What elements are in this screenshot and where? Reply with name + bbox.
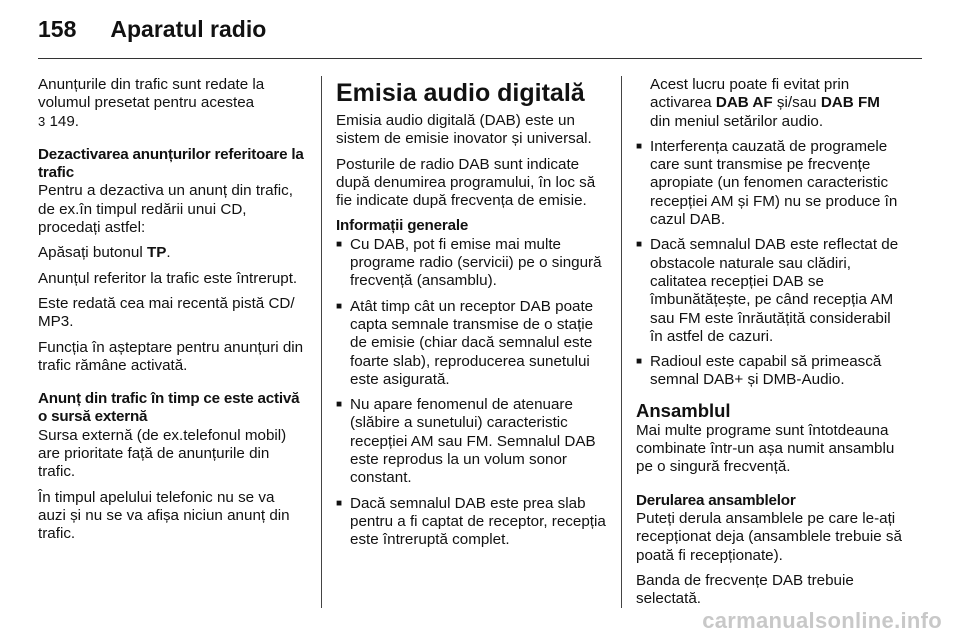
paragraph-interrupted: Anunțul referitor la trafic este întrerupt.	[38, 269, 298, 287]
list-item: ■ Interferența cauzată de programele care sunt transmise pe frecvențe apropiate (un fenomen caracteristic recepției AM și FM) nu se produce în cazul DAB.	[636, 137, 898, 229]
watermark: carmanualsonline.info	[702, 608, 942, 633]
paragraph-deactivate: Pentru a dezactiva un anunț din trafic, de ex.în timpul redării unui CD, procedați astfel:	[38, 182, 293, 237]
bullet-icon: ■	[336, 238, 343, 250]
page-ref-link[interactable]: 149.	[49, 112, 80, 130]
column-divider-1	[321, 76, 322, 608]
paragraph-dab-intro: Emisia audio digitală (DAB) este un sistem de emisie inovator și universal.	[336, 112, 592, 148]
paragraph-ensemble: Mai multe programe sunt întotdeauna combinate într-un așa numit ansamblu pe o singură frecvență.	[636, 421, 895, 476]
dab-af-label: DAB AF	[715, 94, 773, 112]
paragraph-external-priority: Sursa externă (de ex.telefonul mobil) are prioritate față de anunțurile din trafic.	[38, 426, 287, 481]
bullet-icon: ■	[636, 140, 643, 152]
list-item: ■ Dacă semnalul DAB este prea slab pentru a fi captat de receptor, recepția este întreruptă complet.	[336, 494, 606, 549]
column-3	[636, 76, 904, 615]
bullet-icon: ■	[336, 399, 343, 411]
list-item: ■ Nu apare fenomenul de atenuare (slăbire a sunetului) caracteristic recepției AM sau FM. Semnalul DAB este reprodus la un volum sonor constant.	[336, 396, 596, 487]
section-heading-ensemble: Ansamblul	[636, 399, 731, 421]
page-header	[38, 16, 266, 48]
paragraph-band-select: Banda de frecvențe DAB trebuie selectată.	[636, 571, 854, 608]
subheading-general-info: Informații generale	[336, 217, 469, 235]
tp-button-label: TP	[146, 244, 167, 262]
paragraph-dab-af: Acest lucru poate fi evitat prin activarea DAB AF și/sau DAB FM din meniul setărilor audio.	[650, 76, 880, 130]
subheading-deactivate: Dezactivarea anunțurilor referitoare la trafic	[38, 145, 304, 182]
bullet-icon: ■	[636, 356, 643, 368]
paragraph-recent-track: Este redată cea mai recentă pistă CD/ MP3.	[38, 294, 295, 331]
list-item: ■ Atât timp cât un receptor DAB poate capta semnale transmise de o stație de emisie (chiar dacă semnalul este foarte slab), reproducerea sunetului este asigurată.	[336, 297, 594, 388]
page-number: 158	[38, 16, 77, 42]
column-2	[336, 80, 608, 557]
subheading-scroll-ensembles: Derularea ansamblelor	[636, 491, 796, 509]
section-heading-dab: Emisia audio digitală	[336, 79, 585, 107]
list-item: ■ Radioul este capabil să primească semnal DAB+ și DMB-Audio.	[636, 353, 882, 389]
page-ref-arrow-icon: 3	[38, 113, 46, 129]
paragraph-volume: Anunțurile din trafic sunt redate la volumul presetat pentru acestea 3 149.	[38, 76, 265, 130]
header-divider	[38, 58, 922, 59]
page-title: Aparatul radio	[110, 16, 267, 42]
list-item: ■ Dacă semnalul DAB este reflectat de obstacole naturale sau clădiri, calitatea recepției DAB se îmbunătățește, pe când recepția AM sau FM este înrăutățită considerabil în astfel de cazuri.	[636, 236, 899, 345]
paragraph-press-tp: Apăsați butonul TP.	[38, 244, 171, 262]
bullet-icon: ■	[336, 300, 343, 312]
bullet-icon: ■	[336, 497, 343, 509]
subheading-external-source: Anunț din trafic în timp ce este activă o sursă externă	[38, 390, 300, 426]
paragraph-standby: Funcția în așteptare pentru anunțuri din trafic rămâne activată.	[38, 338, 304, 374]
paragraph-scroll-ensembles: Puteți derula ansamblele pe care le-ați recepționat deja (ansamblele trebuie să poată fi recepționate).	[636, 509, 902, 564]
paragraph-phone-call: În timpul apelului telefonic nu se va auzi și nu se va afișa niciun anunț din trafic.	[38, 488, 290, 543]
list-item: ■ Cu DAB, pot fi emise mai multe programe radio (servicii) pe o singură frecvență (ansamblu).	[336, 235, 602, 290]
dab-fm-label: DAB FM	[820, 94, 880, 112]
column-1	[38, 76, 306, 551]
column-divider-2	[621, 76, 622, 608]
paragraph-dab-names: Posturile de radio DAB sunt indicate după denumirea programului, în loc să fie indicate după frecvența de emisie.	[336, 155, 596, 210]
bullet-icon: ■	[636, 239, 643, 251]
